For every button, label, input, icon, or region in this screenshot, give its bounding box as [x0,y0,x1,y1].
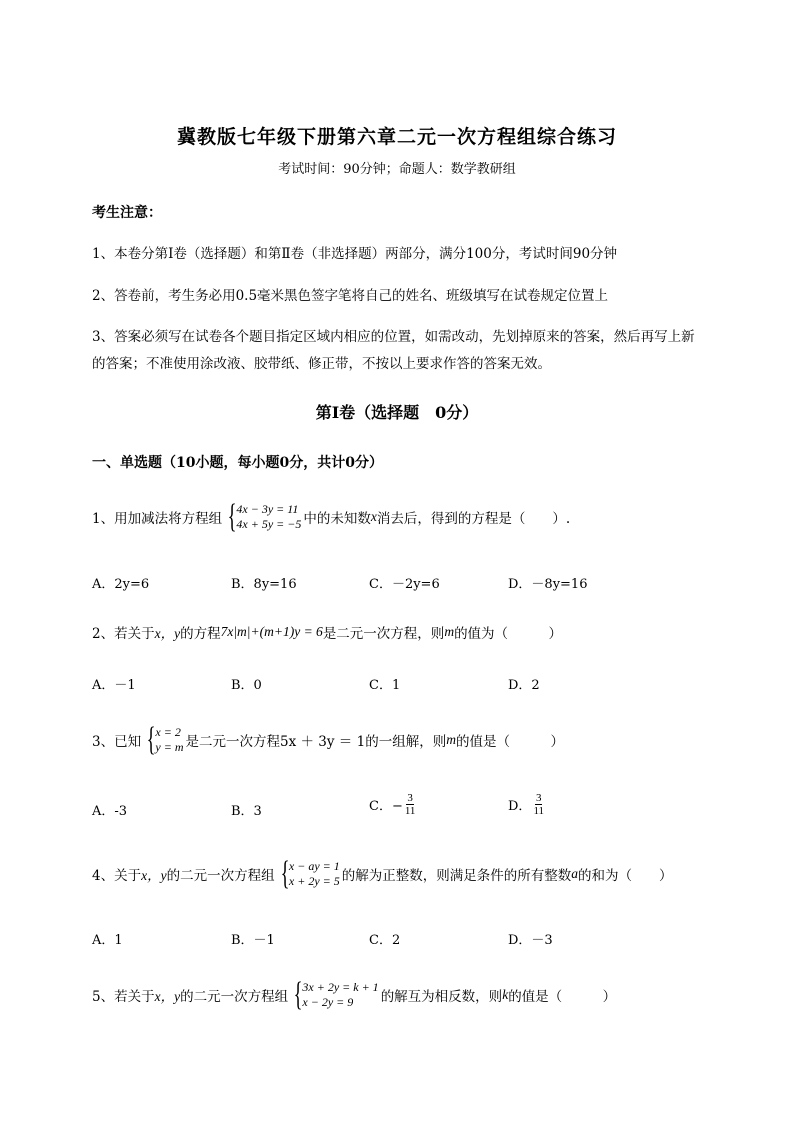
equation-line: 4x + 5y = −5 [236,517,302,531]
question-3-mid: 是二元一次方程5x ＋ 3y ＝ 1的一组解，则 [185,734,447,750]
equation-line: x − ay = 1 [288,859,340,873]
option-d[interactable]: D．－3 [508,933,553,948]
variables: x，y [141,868,167,883]
question-4-mid: 的二元一次方程组 [166,868,275,884]
option-d-label: D． [508,799,532,814]
brace-icon: { [293,976,303,1013]
question-1-mid: 中的未知数 [303,511,371,527]
question-5-mid: 的二元一次方程组 [180,989,289,1005]
note-2: 2、答卷前，考生务必用0.5毫米黑色签字笔将自己的姓名、班级填写在试卷规定位置上 [92,288,609,304]
option-c[interactable]: C．－2y=6 [369,577,440,592]
note-1: 1、本卷分第I卷（选择题）和第Ⅱ卷（非选择题）两部分，满分100分，考试时间90分钟 [92,246,618,262]
option-a[interactable]: A．1 [92,933,123,948]
equation-system-4 [277,857,340,891]
question-2-suffix: 的值为（ ） [454,626,563,642]
variable: a [571,866,579,881]
question-1-prefix: 1、用加减法将方程组 [92,511,223,527]
variable: m [444,624,455,639]
question-5-suffix: 的值是（ ） [508,989,617,1005]
brace-icon: { [280,855,290,892]
option-b[interactable]: B．－1 [231,933,275,948]
equation-system-1 [224,500,301,534]
option-d[interactable]: D．－8y=16 [508,577,588,592]
equation-system-3 [143,723,183,757]
equation-line: y = m [155,740,184,754]
fraction [533,792,544,817]
question-2-prefix: 2、若关于 [92,626,155,642]
option-c[interactable]: C．1 [369,678,401,693]
question-5 [92,978,616,1012]
variable: k [502,987,509,1002]
variables: x，y [154,989,181,1004]
question-4-suffix: 的和为（ ） [578,868,673,884]
numerator: 3 [407,792,413,804]
question-2 [92,622,562,642]
notes-heading: 考生注意： [92,205,162,221]
option-a[interactable]: A．2y=6 [92,577,150,592]
question-2-mid: 的方程 [180,626,221,642]
option-a[interactable]: A．-3 [92,804,128,819]
note-3-continued: 的答案；不准使用涂改液、胶带纸、修正带，不按以上要求作答的答案无效。 [92,356,551,372]
numerator: 3 [535,792,542,804]
brace-icon: { [146,721,156,758]
question-4 [92,857,673,891]
option-a[interactable]: A．－1 [92,678,136,693]
variable: m [446,732,456,747]
equation-system-5 [290,978,379,1012]
option-c[interactable]: C．2 [369,933,401,948]
question-5-prefix: 5、若关于 [92,989,155,1005]
brace-icon: { [227,498,237,535]
option-b[interactable]: B．3 [231,804,262,819]
question-1-suffix: 消去后，得到的方程是（ ）. [376,511,571,527]
note-3: 3、答案必须写在试卷各个题目指定区域内相应的位置，如需改动，先划掉原来的答案，然后再写上新 [92,329,695,345]
question-5-text: 的解互为相反数，则 [380,989,503,1005]
option-c-label: C．− [369,799,403,814]
variable: x [370,509,377,524]
equation: 7x|m|+(m+1)y = 6 [220,624,323,639]
equation-line: x + 2y = 5 [288,874,340,888]
equation-line: 4x − 3y = 11 [236,502,299,516]
question-4-prefix: 4、关于 [92,868,142,884]
section-title: 第I卷（选择题 0分） [315,403,479,422]
option-b[interactable]: B．0 [231,678,262,693]
variables: x，y [154,626,181,641]
question-4-text: 的解为正整数，则满足条件的所有整数 [341,868,572,884]
part-heading: 一、单选题（10小题，每小题0分，共计0分） [92,455,383,471]
question-3 [92,723,564,757]
equation-line: 3x + 2y = k + 1 [302,980,379,994]
denominator: 11 [404,805,416,817]
document-title: 冀教版七年级下册第六章二元一次方程组综合练习 [176,126,617,148]
fraction [405,792,416,817]
option-d[interactable]: D．2 [508,678,540,693]
question-3-suffix: 的值是（ ） [455,734,564,750]
denominator: 11 [533,805,545,817]
exam-info: 考试时间：90分钟；命题人：数学教研组 [278,162,516,177]
question-1 [92,500,570,534]
option-c[interactable] [369,792,415,817]
question-2-text: 是二元一次方程，则 [322,626,445,642]
equation-line: x − 2y = 9 [302,995,354,1009]
question-3-prefix: 3、已知 [92,734,142,750]
option-d[interactable] [508,792,544,817]
option-b[interactable]: B．8y=16 [231,577,297,592]
equation-line: x = 2 [155,725,181,739]
